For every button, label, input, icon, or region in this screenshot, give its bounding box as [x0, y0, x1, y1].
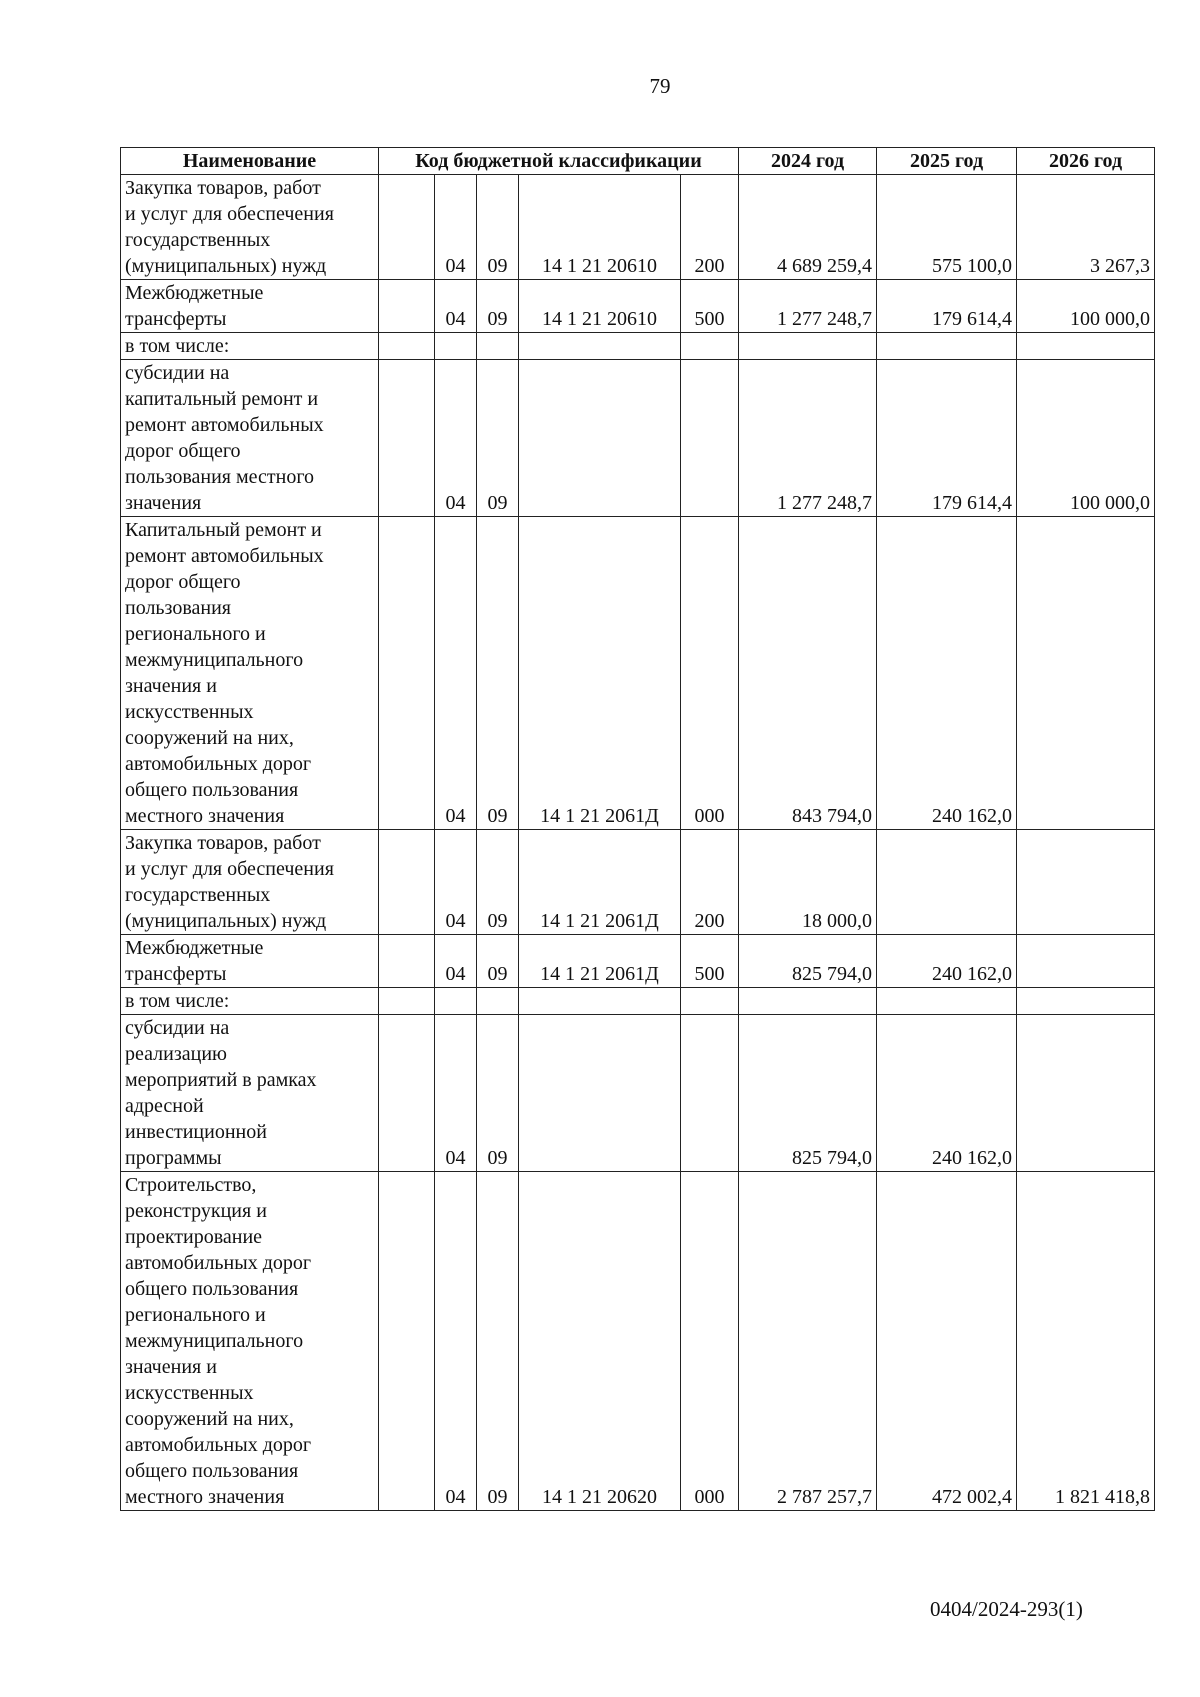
row-code-blank [379, 360, 435, 517]
row-code-section: 04 [435, 360, 477, 517]
row-code-target: 14 1 21 2061Д [519, 935, 681, 988]
row-name: субсидии на реализацию мероприятий в рамках адресной инвестиционной программы [121, 1015, 379, 1172]
row-name: Строительство, реконструкция и проектирование автомобильных дорог общего пользования регионального и межмуниципального значения и искусственных сооружений на них, автомобильных дорог общего пользования местного значения [121, 1172, 379, 1511]
row-value-2025 [877, 988, 1017, 1015]
row-code-blank [379, 1172, 435, 1511]
row-code-subsection: 09 [477, 175, 519, 280]
row-name: Закупка товаров, работ и услуг для обеспечения государственных (муниципальных) нужд [121, 175, 379, 280]
row-code-subsection: 09 [477, 935, 519, 988]
row-code-section: 04 [435, 517, 477, 830]
row-code-section [435, 333, 477, 360]
row-value-2025: 179 614,4 [877, 360, 1017, 517]
table-row [121, 1015, 1155, 1172]
budget-table [120, 147, 1155, 1511]
row-code-subsection: 09 [477, 830, 519, 935]
row-value-2024 [739, 988, 877, 1015]
row-value-2026 [1017, 1015, 1155, 1172]
row-code-subsection: 09 [477, 517, 519, 830]
row-code-target: 14 1 21 20610 [519, 175, 681, 280]
row-value-2024: 4 689 259,4 [739, 175, 877, 280]
row-code-section: 04 [435, 175, 477, 280]
row-value-2026: 1 821 418,8 [1017, 1172, 1155, 1511]
row-value-2024: 825 794,0 [739, 935, 877, 988]
row-value-2024 [739, 333, 877, 360]
row-value-2024: 1 277 248,7 [739, 360, 877, 517]
row-code-type: 000 [681, 1172, 739, 1511]
row-value-2026 [1017, 333, 1155, 360]
row-name: в том числе: [121, 988, 379, 1015]
row-value-2024: 1 277 248,7 [739, 280, 877, 333]
row-code-section: 04 [435, 1172, 477, 1511]
table-header-row [121, 148, 1155, 175]
row-code-type: 200 [681, 175, 739, 280]
row-code-subsection: 09 [477, 1172, 519, 1511]
row-code-subsection [477, 988, 519, 1015]
row-value-2024: 18 000,0 [739, 830, 877, 935]
row-value-2026: 3 267,3 [1017, 175, 1155, 280]
row-value-2025: 240 162,0 [877, 517, 1017, 830]
row-code-section: 04 [435, 1015, 477, 1172]
row-code-target: 14 1 21 20610 [519, 280, 681, 333]
row-code-type [681, 360, 739, 517]
row-code-type: 000 [681, 517, 739, 830]
row-value-2024: 825 794,0 [739, 1015, 877, 1172]
row-name: Межбюджетные трансферты [121, 280, 379, 333]
row-value-2026 [1017, 830, 1155, 935]
row-value-2024: 2 787 257,7 [739, 1172, 877, 1511]
table-row [121, 1172, 1155, 1511]
table-row [121, 988, 1155, 1015]
header-2026: 2026 год [1017, 148, 1155, 175]
row-value-2026 [1017, 517, 1155, 830]
row-code-target: 14 1 21 20620 [519, 1172, 681, 1511]
row-code-target [519, 1015, 681, 1172]
row-value-2026 [1017, 988, 1155, 1015]
header-code: Код бюджетной классификации [379, 148, 739, 175]
table-row [121, 935, 1155, 988]
table-row [121, 830, 1155, 935]
row-value-2024: 843 794,0 [739, 517, 877, 830]
row-code-blank [379, 935, 435, 988]
row-name: Капитальный ремонт и ремонт автомобильных дорог общего пользования регионального и межмуниципального значения и искусственных сооружений на них, автомобильных дорог общего пользования местного значения [121, 517, 379, 830]
row-code-target [519, 360, 681, 517]
row-value-2025: 472 002,4 [877, 1172, 1017, 1511]
row-code-section [435, 988, 477, 1015]
row-code-target: 14 1 21 2061Д [519, 830, 681, 935]
row-code-section: 04 [435, 280, 477, 333]
row-code-type [681, 988, 739, 1015]
row-value-2025: 575 100,0 [877, 175, 1017, 280]
table-row [121, 280, 1155, 333]
table-row [121, 333, 1155, 360]
row-code-blank [379, 333, 435, 360]
row-code-target [519, 333, 681, 360]
row-code-target: 14 1 21 2061Д [519, 517, 681, 830]
row-code-blank [379, 988, 435, 1015]
table-row [121, 517, 1155, 830]
row-code-section: 04 [435, 830, 477, 935]
row-code-subsection: 09 [477, 1015, 519, 1172]
row-code-type [681, 1015, 739, 1172]
page-number: 79 [649, 74, 671, 98]
row-name: Закупка товаров, работ и услуг для обеспечения государственных (муниципальных) нужд [121, 830, 379, 935]
row-code-type: 200 [681, 830, 739, 935]
row-code-subsection: 09 [477, 360, 519, 517]
row-code-subsection [477, 333, 519, 360]
row-name: Межбюджетные трансферты [121, 935, 379, 988]
row-value-2025: 240 162,0 [877, 935, 1017, 988]
row-code-blank [379, 830, 435, 935]
row-value-2025 [877, 830, 1017, 935]
row-value-2026 [1017, 935, 1155, 988]
row-value-2025: 240 162,0 [877, 1015, 1017, 1172]
row-code-type: 500 [681, 935, 739, 988]
header-name: Наименование [121, 148, 379, 175]
row-code-subsection: 09 [477, 280, 519, 333]
row-name: субсидии на капитальный ремонт и ремонт автомобильных дорог общего пользования местного значения [121, 360, 379, 517]
table-row [121, 175, 1155, 280]
row-code-blank [379, 1015, 435, 1172]
row-code-blank [379, 517, 435, 830]
header-2025: 2025 год [877, 148, 1017, 175]
row-value-2026: 100 000,0 [1017, 280, 1155, 333]
table-body [121, 175, 1155, 1511]
row-code-target [519, 988, 681, 1015]
row-code-type: 500 [681, 280, 739, 333]
document-number: 0404/2024-293(1) [930, 1597, 1083, 1621]
row-value-2025 [877, 333, 1017, 360]
header-2024: 2024 год [739, 148, 877, 175]
row-value-2026: 100 000,0 [1017, 360, 1155, 517]
row-code-type [681, 333, 739, 360]
row-value-2025: 179 614,4 [877, 280, 1017, 333]
row-name: в том числе: [121, 333, 379, 360]
table-row [121, 360, 1155, 517]
row-code-blank [379, 280, 435, 333]
row-code-blank [379, 175, 435, 280]
row-code-section: 04 [435, 935, 477, 988]
